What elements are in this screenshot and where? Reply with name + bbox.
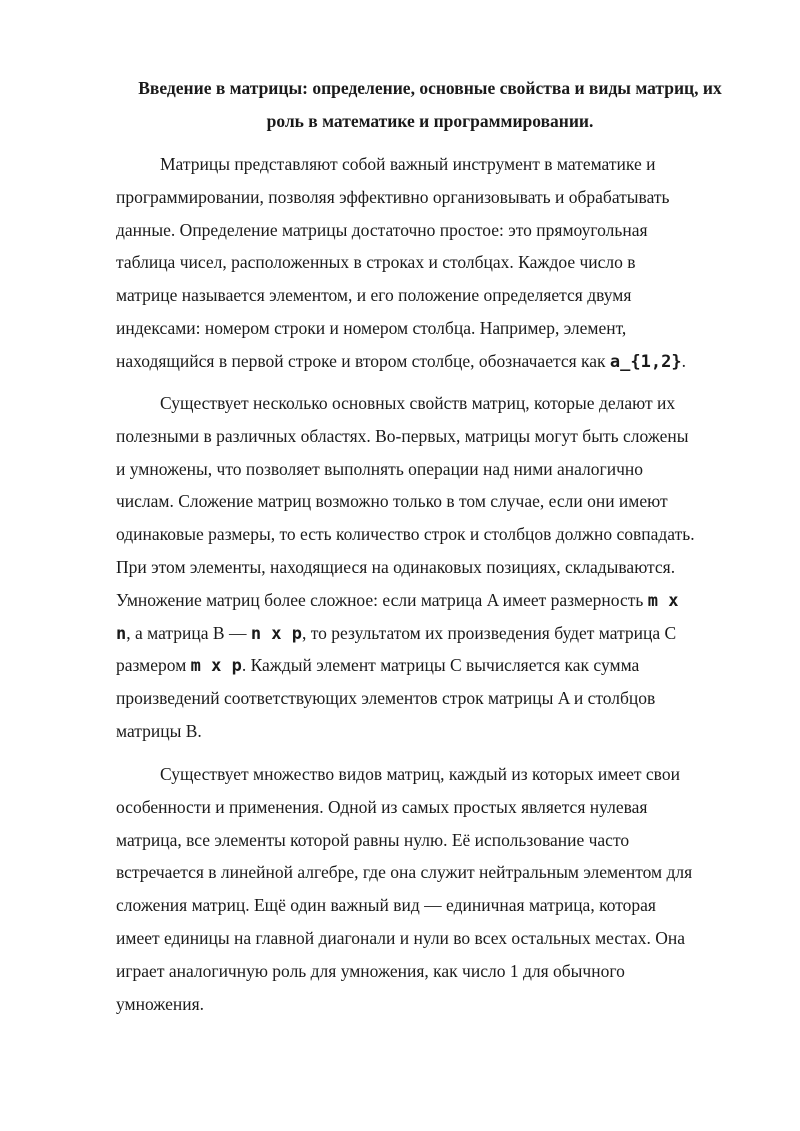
text-run: сложения матриц. Ещё один важный вид — единичная матрица, которая (116, 895, 656, 916)
text-line (116, 824, 746, 857)
text-run: одинаковые размеры, то есть количество строк и столбцов должно совпадать. (116, 524, 695, 545)
text-run: находящийся в первой строке и втором столбце, обозначается как (116, 350, 610, 371)
inline-formula: n (116, 623, 127, 644)
text-line (116, 617, 746, 650)
text-line (116, 214, 746, 247)
text-run: умножения. (116, 993, 205, 1014)
text-run: играет аналогичную роль для умножения, как число 1 для обычного (116, 960, 625, 981)
text-run: числам. Сложение матриц возможно только в том случае, если они имеют (116, 491, 668, 512)
text-line (116, 420, 746, 453)
text-line (116, 345, 746, 378)
title-line: роль в математике и программировании. (266, 111, 594, 131)
paragraph-types (116, 758, 746, 1020)
inline-formula: n x p (250, 623, 303, 644)
inline-formula: m x (647, 590, 679, 611)
inline-formula: m x p (190, 656, 242, 677)
text-line (116, 181, 746, 214)
text-run: особенности и применения. Одной из самых простых является нулевая (116, 796, 648, 817)
text-line (116, 715, 746, 748)
text-run: встречается в линейной алгебре, где она служит нейтральным элементом для (116, 862, 693, 883)
text-line (116, 791, 746, 824)
text-run: произведений соответствующих элементов строк матрицы A и столбцов (116, 688, 656, 709)
text-run: матрице называется элементом, и его положение определяется двумя (116, 285, 632, 306)
text-run: полезными в различных областях. Во-первых, матрицы могут быть сложены (116, 425, 689, 446)
text-line (116, 246, 746, 279)
text-run: Существует множество видов матриц, каждый из которых имеет свои (160, 764, 680, 784)
text-run: имеет единицы на главной диагонали и нули во всех остальных местах. Она (116, 927, 686, 948)
text-line (116, 148, 746, 181)
text-run: индексами: номером строки и номером столбца. Например, элемент, (116, 317, 627, 338)
text-run: Существует несколько основных свойств матриц, которые делают их (160, 393, 676, 413)
paragraph-definition (116, 148, 746, 378)
text-run: . (681, 350, 686, 371)
text-run: Матрицы представляют собой важный инструмент в математике и (160, 154, 656, 174)
text-line (116, 453, 746, 486)
text-line (116, 551, 746, 584)
title-line: Введение в матрицы: определение, основные свойства и виды матриц, их (138, 78, 722, 98)
text-run: матрица, все элементы которой равны нулю. Её использование часто (116, 829, 630, 850)
text-line (116, 584, 746, 617)
text-line (116, 955, 746, 988)
text-line (116, 922, 746, 955)
text-run: Умножение матриц более сложное: если матрица A имеет размерность (116, 589, 648, 610)
text-run: . Каждый элемент матрицы C вычисляется как сумма (241, 655, 640, 676)
text-run: программировании, позволяя эффективно организовывать и обрабатывать (116, 186, 670, 207)
document-title (100, 72, 760, 138)
text-line (116, 889, 746, 922)
text-run: таблица чисел, расположенных в строках и столбцах. Каждое число в (116, 252, 636, 273)
text-line (116, 856, 746, 889)
text-line (116, 279, 746, 312)
inline-formula: a_{1,2} (609, 351, 682, 372)
text-run: размером (116, 655, 191, 676)
text-line (116, 518, 746, 551)
text-run: , то результатом их произведения будет матрица C (302, 622, 677, 643)
text-line (116, 988, 746, 1021)
text-line (116, 485, 746, 518)
text-run: матрицы B. (116, 720, 202, 741)
text-line (116, 312, 746, 345)
text-line (116, 758, 746, 791)
text-run: данные. Определение матрицы достаточно простое: это прямоугольная (116, 219, 648, 240)
text-run: и умножены, что позволяет выполнять операции над ними аналогично (116, 458, 643, 479)
text-run: При этом элементы, находящиеся на одинаковых позициях, складываются. (116, 556, 676, 577)
text-line (116, 682, 746, 715)
text-line (116, 387, 746, 420)
text-line (116, 649, 746, 682)
paragraph-properties (116, 387, 746, 748)
text-run: , а матрица B — (126, 622, 251, 643)
